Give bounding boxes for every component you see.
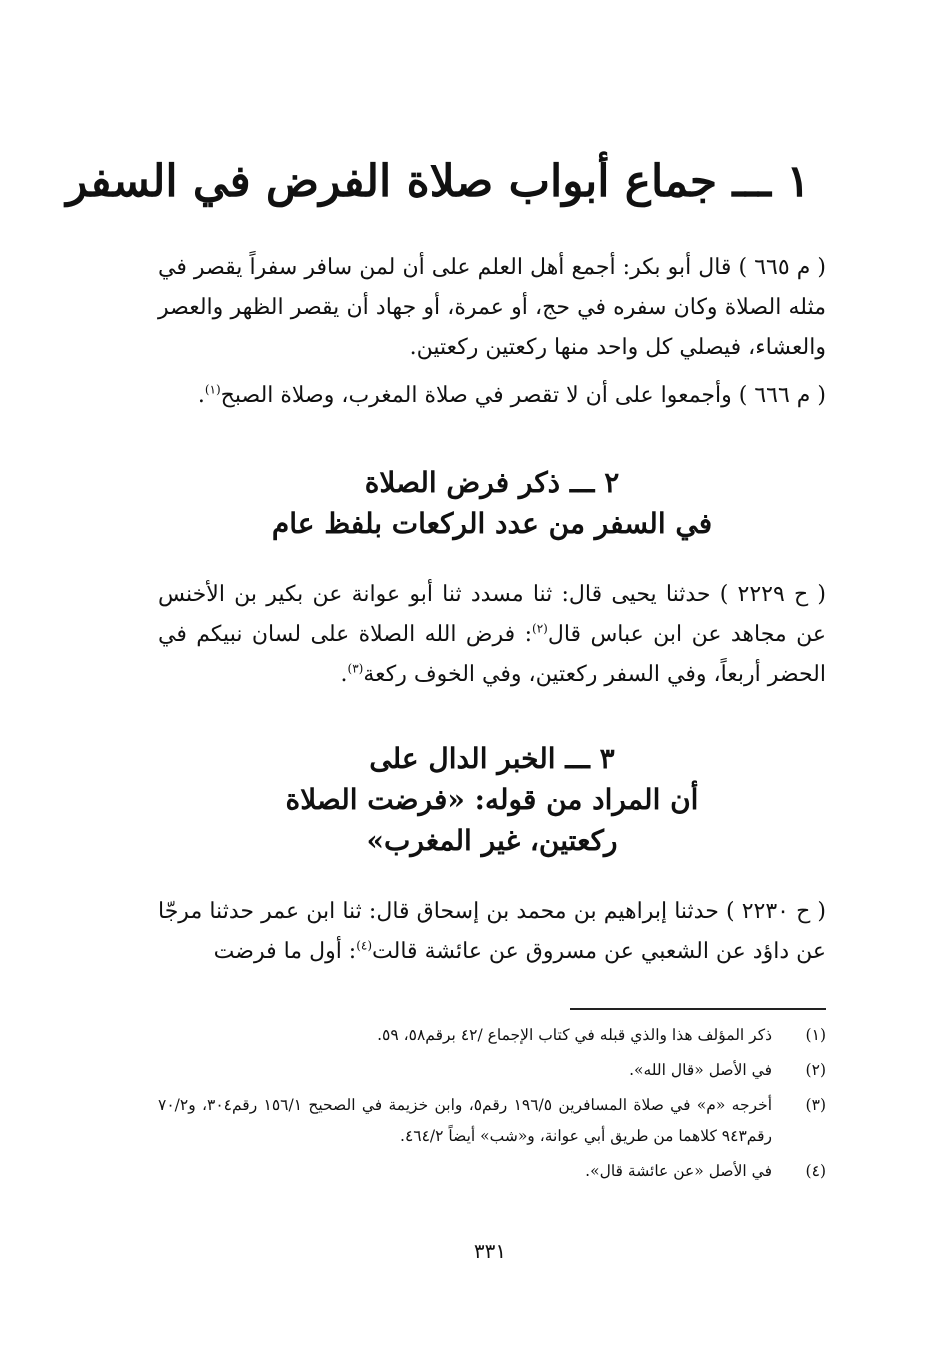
footnote-item [158, 1055, 826, 1086]
paragraph-end: . [197, 383, 205, 408]
chapter-title: ١ ـــ جماع أبواب صلاة الفرض في السفر [66, 156, 810, 207]
footnote-number: (٤) [805, 1162, 826, 1180]
paragraph-h2229 [158, 575, 826, 695]
paragraph-text: : أول ما فرضت [213, 939, 357, 964]
footnotes [158, 1020, 826, 1191]
footnote-item [158, 1020, 826, 1051]
footnote-ref-4: (٤) [356, 938, 373, 953]
paragraph-h2230 [158, 892, 826, 972]
footnote-ref-2: (٢) [532, 621, 548, 636]
footnote-item [158, 1156, 826, 1187]
section-2-heading-line2: في السفر من عدد الركعات بلفظ عام [271, 507, 713, 540]
footnote-item [158, 1090, 826, 1152]
section-2-heading-line1: ٢ ـــ ذكر فرض الصلاة [364, 466, 620, 499]
footnote-text: أخرجه «م» في صلاة المسافرين ١٩٦/٥ رقم٥، وابن خزيمة في الصحيح ١٥٦/١ رقم٣٠٤، و٧٠/٢ رقم٩٤٣ كلاهما من طريق أبي عوانة، و«شب» أيضاً ٤٦٤/٢. [158, 1096, 773, 1145]
footnote-divider [570, 1008, 826, 1010]
section-2-heading [158, 462, 826, 544]
paragraph-text: ( ح ٢٢٣٠ ) حدثنا إبراهيم بن محمد بن إسحاق قال: ثنا ابن عمر حدثنا مرجّا عن داؤد عن الشعبي عن مسروق عن عائشة قالت [158, 899, 827, 964]
footnote-number: (١) [805, 1026, 826, 1044]
footnote-text: ذكر المؤلف هذا والذي قبله في كتاب الإجماع /٤٢ برقم٥٨، ٥٩. [377, 1026, 772, 1044]
paragraph-m666 [158, 376, 826, 416]
page-number: ٣٣١ [473, 1239, 507, 1263]
footnote-number: (٢) [805, 1061, 826, 1079]
footnote-text: في الأصل «عن عائشة قال». [585, 1162, 772, 1180]
footnote-ref-1: (١) [204, 382, 221, 397]
paragraph-text: ( م ٦٦٦ ) وأجمعوا على أن لا تقصر في صلاة المغرب، وصلاة الصبح [220, 383, 826, 408]
footnote-number: (٣) [805, 1096, 826, 1114]
footnote-ref-3: (٣) [347, 661, 364, 676]
section-3-heading-line3: ركعتين، غير المغرب» [366, 824, 618, 857]
paragraph-m665: ( م ٦٦٥ ) قال أبو بكر: أجمع أهل العلم على أن لمن سافر سفراً يقصر في مثله الصلاة وكان سفره في حج، أو عمرة، أو جهاد أن يقصر الظهر والعصر والعشاء، فيصلي كل واحد منها ركعتين ركعتين. [158, 255, 826, 360]
section-3-heading-line2: أن المراد من قوله: «فرضت الصلاة [285, 783, 699, 816]
paragraph-text: : فرض الله الصلاة على لسان نبيكم في الحضر أربعاً، وفي السفر ركعتين، وفي الخوف ركعة [158, 622, 826, 687]
section-3-heading-line1: ٣ ـــ الخبر الدال على [369, 742, 615, 775]
footnote-text: في الأصل «قال الله». [629, 1061, 772, 1079]
paragraph-text: ( ح ٢٢٢٩ ) حدثنا يحيى قال: ثنا مسدد ثنا أبو عوانة عن بكير بن الأخنس عن مجاهد عن ابن عباس قال [158, 582, 826, 647]
section-3-heading [158, 738, 826, 861]
paragraph-end: . [340, 662, 348, 687]
